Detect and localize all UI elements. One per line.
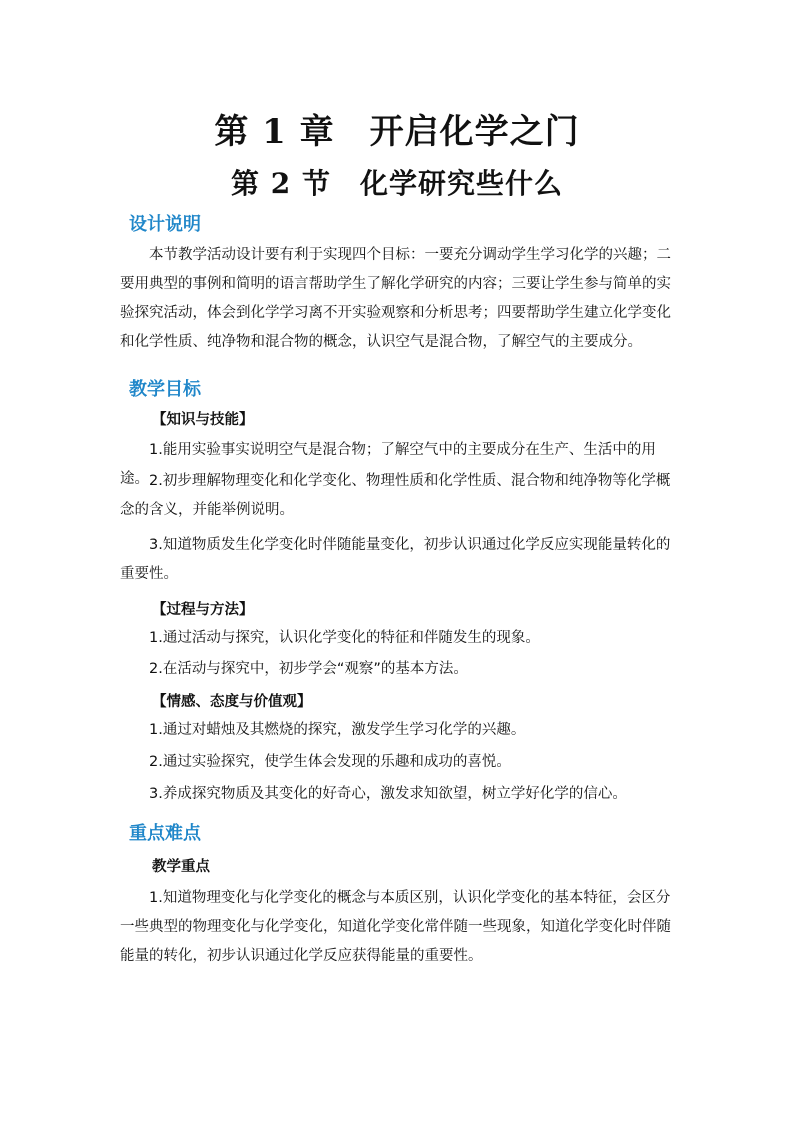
knowledge-label: 【知识与技能】 — [152, 412, 254, 428]
process-item-2: 2.在活动与探究中，初步学会“观察”的基本方法。 — [149, 661, 468, 677]
knowledge-item-1: 1.能用实验事实说明空气是混合物；了解空气中的主要成分在生产、生活中的用途。 — [120, 442, 656, 487]
emotion-item-1: 1.通过对蜡烛及其燃烧的探究，激发学生学习化学的兴趣。 — [149, 722, 526, 738]
emotion-item-3: 3.养成探究物质及其变化的好奇心，激发求知欲望，树立学好化学的信心。 — [149, 786, 627, 802]
knowledge-item-2: 2.初步理解物理变化和化学变化、物理性质和化学性质、混合物和纯净物等化学概念的含义，并能举例说明。 — [120, 473, 671, 518]
chapter-title: 第 1 章 开启化学之门 — [214, 112, 580, 152]
design-paragraph: 本节教学活动设计要有利于实现四个目标：一要充分调动学生学习化学的兴趣；二要用典型的事例和简明的语言帮助学生了解化学研究的内容；三要让学生参与简单的实验探究活动，体会到化学学习离不开实验观察和分析思考；四要帮助学生建立化学变化和化学性质、纯净物和混合物的概念，认识空气是混合物，了解空气的主要成分。 — [120, 247, 671, 350]
keypoints-sub-label: 教学重点 — [152, 859, 210, 875]
goals-heading: 教学目标 — [129, 379, 201, 400]
keypoints-heading: 重点难点 — [129, 823, 201, 844]
process-item-1: 1.通过活动与探究，认识化学变化的特征和伴随发生的现象。 — [149, 630, 540, 646]
knowledge-item-3: 3.知道物质发生化学变化时伴随能量变化，初步认识通过化学反应实现能量转化的重要性。 — [120, 537, 671, 582]
process-label: 【过程与方法】 — [152, 602, 254, 618]
design-heading: 设计说明 — [129, 214, 201, 235]
keypoints-item-1: 1.知道物理变化与化学变化的概念与本质区别，认识化学变化的基本特征，会区分一些典型的物理变化与化学变化，知道化学变化常伴随一些现象，知道化学变化时伴随能量的转化，初步认识通过化学反应获得能量的重要性。 — [120, 890, 671, 964]
section-title: 第 2 节 化学研究些什么 — [231, 167, 563, 200]
emotion-item-2: 2.通过实验探究，使学生体会发现的乐趣和成功的喜悦。 — [149, 754, 511, 770]
emotion-label: 【情感、态度与价值观】 — [152, 694, 312, 710]
